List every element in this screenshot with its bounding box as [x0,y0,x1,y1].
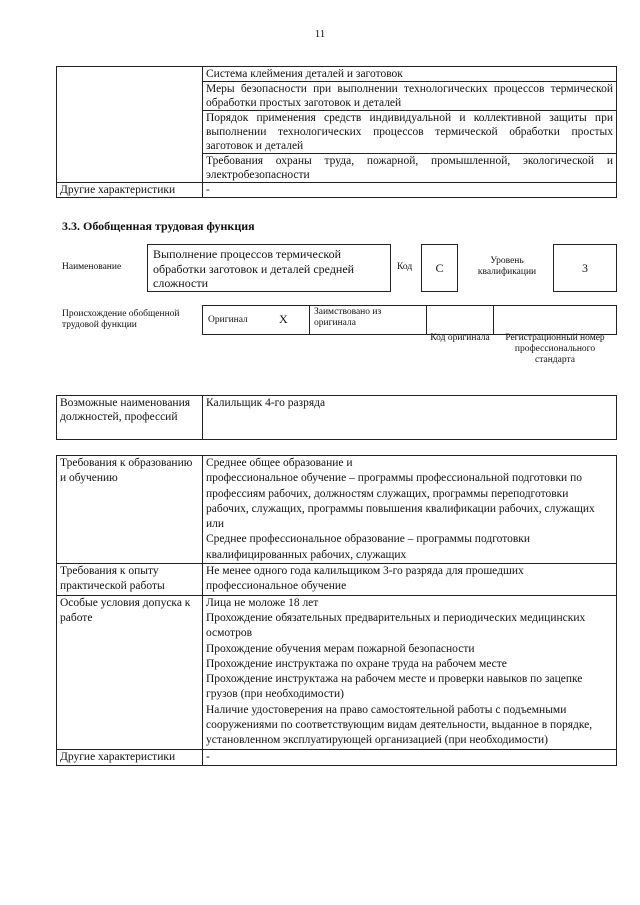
page-number: 11 [314,28,326,40]
code-original-cell [426,305,494,335]
other-characteristics-value: - [203,183,617,198]
borrowed-label: Заимствовано из оригинала [314,307,382,328]
positions-label: Возможные наименования должностей, профессий [57,396,203,440]
knowledge-table [56,66,617,198]
education-line: профессиональное обучение – программы профессиональной подготовки по профессиям рабочих, должностям служащих, программы переподготовки рабочих, служащих, программы повышения квалификации рабочих, служащих [206,472,595,515]
experience-value [203,564,617,596]
borrowed-cell [309,305,427,335]
code-original-caption: Код оригинала [430,333,490,343]
special-conditions-label: Особые условия допуска к работе [57,595,203,749]
knowledge-row: Порядок применения средств индивидуальной и коллективной защиты при выполнении технологических процессов термической обработки простых заготовок и деталей [203,111,617,154]
education-line: Среднее профессиональное образование – программы подготовки квалифицированных рабочих, служащих [206,533,531,561]
code-label: Код [397,262,413,272]
name-label: Наименование [62,262,122,272]
original-label: Оригинал [208,315,248,325]
knowledge-row: Меры безопасности при выполнении технологических процессов термической обработки простых заготовок и деталей [203,82,617,111]
knowledge-row: Система клеймения деталей и заготовок [203,67,617,82]
condition-line: Наличие удостоверения на право самостоятельной работы с подъемными сооружениями по соответствующим видам деятельности, выданное в порядке, установленном эксплуатирующей организацией (при необходимости) [206,703,593,747]
condition-line: Прохождение обязательных предварительных и периодических медицинских осмотров [206,611,586,640]
condition-line: Прохождение инструктажа на рабочем месте и проверки навыков по зацепке грузов (при необходимости) [206,673,583,701]
qualification-level: 3 [553,244,617,292]
other-characteristics-label: Другие характеристики [57,749,203,765]
positions-value: Калильщик 4-го разряда [203,396,617,440]
education-value [203,456,617,564]
section-title: 3.3. Обобщенная трудовая функция [62,219,255,233]
requirements-table [56,455,617,766]
education-line: или [206,518,225,531]
function-code: C [421,244,458,292]
condition-line: Лица не моложе 18 лет [206,596,319,609]
experience-label: Требования к опыту практической работы [57,564,203,596]
other-characteristics-label: Другие характеристики [57,183,203,198]
origin-label: Происхождение обобщенной трудовой функции [62,309,180,330]
other-characteristics-value: - [203,749,617,765]
function-name: Выполнение процессов термической обработки заготовок и деталей средней сложности [147,244,391,292]
positions-table [56,395,617,440]
special-conditions-value [203,595,617,749]
empty-label-cell [57,67,203,183]
level-label: Уровень квалификации [477,256,537,277]
condition-line: Прохождение обучения мерам пожарной безопасности [206,642,475,655]
condition-line: Прохождение инструктажа по охране труда на рабочем месте [206,657,507,670]
education-line: Среднее общее образование и [206,457,353,469]
reg-number-cell [493,305,617,335]
knowledge-row: Требования охраны труда, пожарной, промышленной, экологической и электробезопасности [203,154,617,183]
original-mark: X [279,312,288,326]
experience-line: Не менее одного года калильщиком 3-го разряда для прошедших профессиональное обучение [206,565,524,593]
reg-number-caption: Регистрационный номер профессионального стандарта [505,333,605,365]
education-label: Требования к образованию и обучению [57,456,203,564]
